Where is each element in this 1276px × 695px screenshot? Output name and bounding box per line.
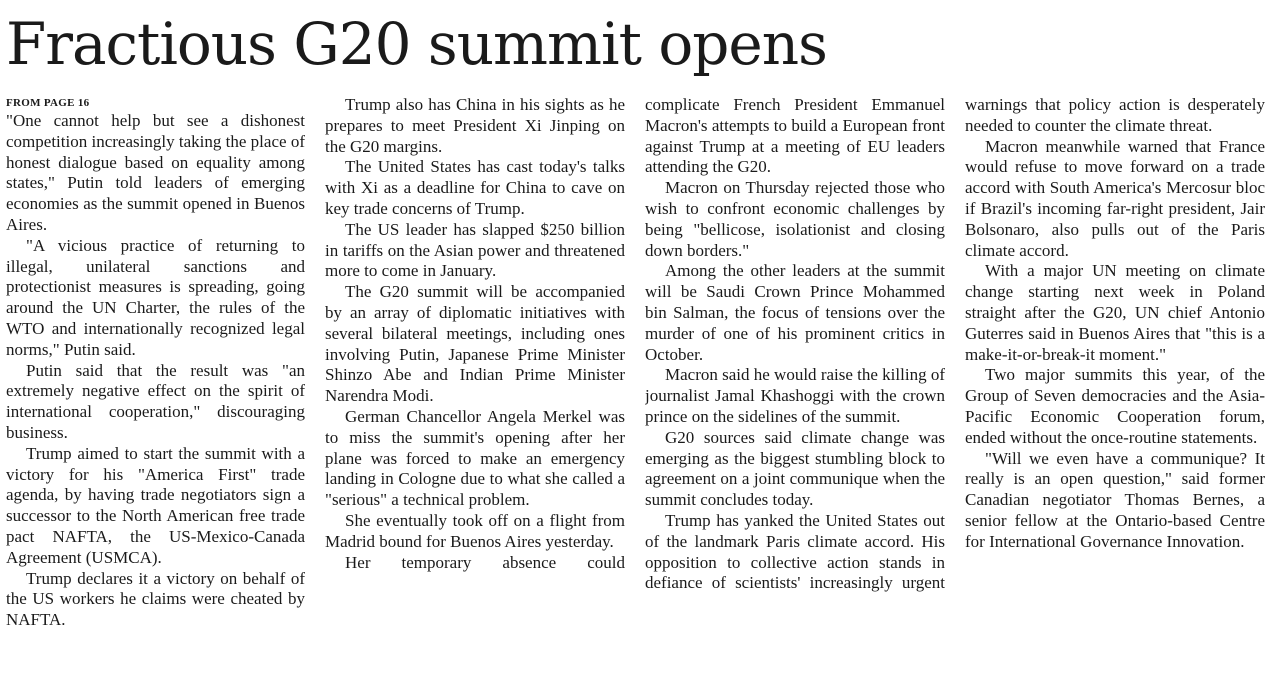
jump-line: FROM PAGE 16 <box>6 97 90 109</box>
paragraph: "One cannot help but see a dishonest competition increasingly taking the place of honest dialogue based on equality among states," Putin told leaders of emerging economies as the summit opened in Buenos Aires. <box>6 111 305 234</box>
article-body <box>6 95 1265 691</box>
paragraph: G20 sources said climate change was emerging as the biggest stumbling block to agreement on a joint communique when the summit concludes today. <box>645 427 945 510</box>
paragraph: Macron said he would raise the killing of journalist Jamal Khashoggi with the crown prince on the sidelines of the summit. <box>645 365 945 426</box>
paragraph: Macron on Thursday rejected those who wish to confront economic challenges by being "bellicose, isolationist and closing down borders." <box>645 178 945 260</box>
paragraph: Macron meanwhile warned that France would refuse to move forward on a trade accord with South America's Mercosur bloc if Brazil's incoming far-right president, Jair Bolsonaro, also pulls out of the Paris climate accord. <box>965 136 1265 260</box>
text-column-2 <box>325 95 625 691</box>
paragraph: With a major UN meeting on climate change starting next week in Poland straight after the G20, UN chief Antonio Guterres said in Buenos Aires that "this is a make-it-or-break-it moment." <box>965 261 1265 364</box>
text-column-4 <box>965 95 1265 691</box>
paragraph: German Chancellor Angela Merkel was to miss the summit's opening after her plane was forced to make an emergency landing in Cologne due to what she called a "serious" a technical problem. <box>325 406 625 510</box>
paragraph: Putin said that the result was "an extremely negative effect on the spirit of international cooperation," discouraging business. <box>6 360 305 442</box>
paragraph: Among the other leaders at the summit will be Saudi Crown Prince Mohammed bin Salman, the focus of tensions over the murder of one of his prominent critics in October. <box>645 261 945 364</box>
paragraph: Her temporary absence could <box>345 552 625 572</box>
paragraph: The G20 summit will be accompanied by an array of diplomatic initiatives with several bilateral meetings, including ones involving Putin, Japanese Prime Minister Shinzo Abe and Indian Prime Minister Narendra Modi. <box>325 282 625 406</box>
paragraph: She eventually took off on a flight from Madrid bound for Buenos Aires yesterday. <box>325 510 625 551</box>
article-headline: Fractious G20 summit opens <box>6 10 827 78</box>
paragraph: Trump aimed to start the summit with a victory for his "America First" trade agenda, by having trade negotiators sign a successor to the North American free trade pact NAFTA, the US-Mexico-Canada Agreement (USMCA). <box>6 443 305 567</box>
text-column-1 <box>6 95 305 691</box>
paragraph: complicate French President Emmanuel Macron's attempts to build a European front against Trump at a meeting of EU leaders attending the G20. <box>645 95 945 177</box>
paragraph: "A vicious practice of returning to illegal, unilateral sanctions and protectionist measures is spreading, going around the UN Charter, the rules of the WTO and internationally recognized legal norms," Putin said. <box>6 235 305 359</box>
paragraph: Trump has yanked the United States out of the landmark Paris climate accord. His opposition to collective action stands in defiance of scientists' increasingly urgent <box>645 510 945 593</box>
paragraph: The United States has cast today's talks with Xi as a deadline for China to cave on key trade concerns of Trump. <box>325 157 625 218</box>
paragraph: Two major summits this year, of the Group of Seven democracies and the Asia-Pacific Economic Cooperation forum, ended without the once-routine statements. <box>965 365 1265 447</box>
paragraph: warnings that policy action is desperately needed to counter the climate threat. <box>965 95 1265 135</box>
text-column-3 <box>645 95 945 691</box>
paragraph: The US leader has slapped $250 billion in tariffs on the Asian power and threatened more to come in January. <box>325 219 625 281</box>
paragraph: Trump declares it a victory on behalf of the US workers he claims were cheated by NAFTA. <box>6 568 305 630</box>
paragraph: Trump also has China in his sights as he prepares to meet President Xi Jinping on the G20 margins. <box>325 95 625 156</box>
paragraph: "Will we even have a communique? It really is an open question," said former Canadian negotiator Thomas Bernes, a senior fellow at the Ontario-based Centre for International Governance Innovation. <box>965 448 1265 551</box>
